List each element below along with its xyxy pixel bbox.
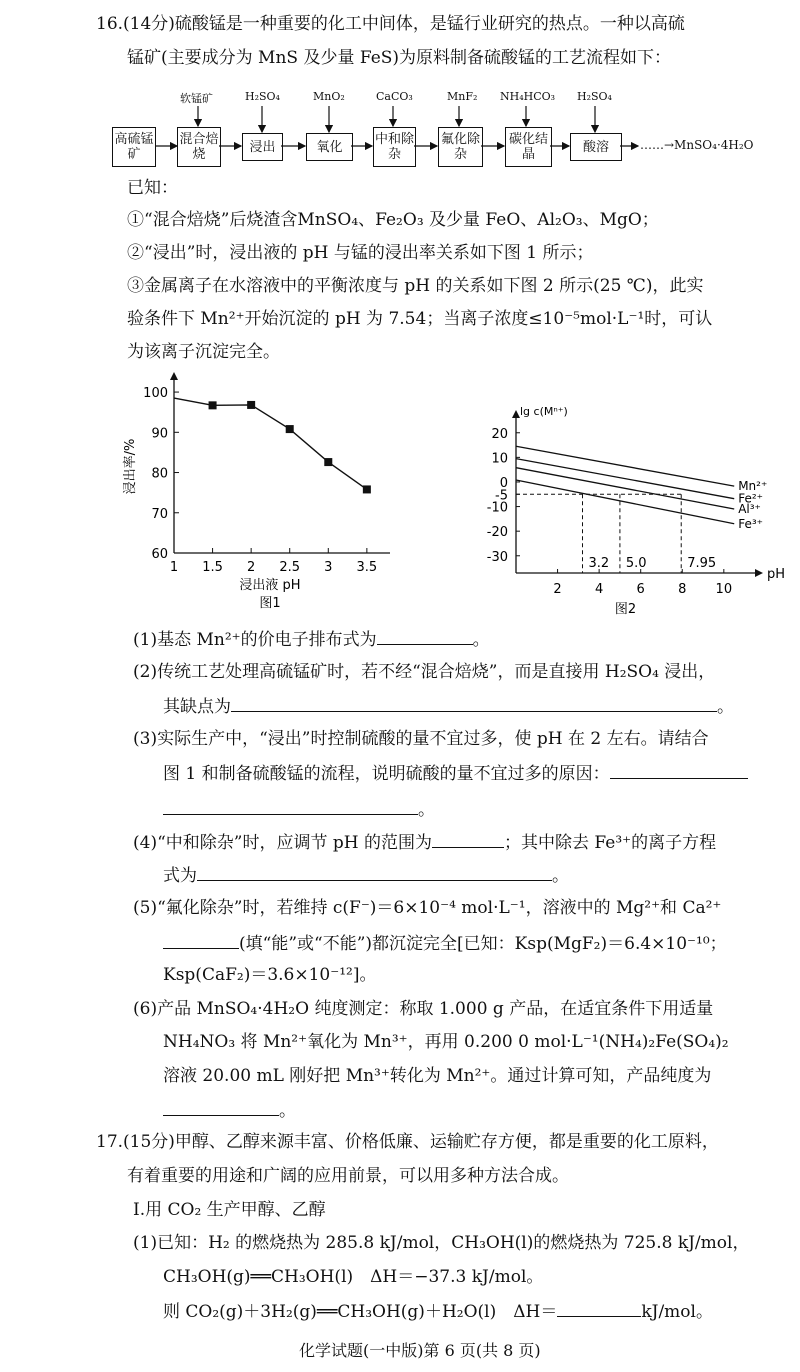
series-line — [516, 446, 734, 486]
known-heading: 已知： — [127, 178, 178, 198]
q16-sub4b-text: 式为 — [163, 866, 197, 886]
flow-input-5: MnF₂ — [447, 90, 478, 103]
q16-sub3b-text: 图 1 和制备硫酸锰的流程，说明硫酸的量不宜过多的原因： — [163, 764, 610, 784]
q16-sub1-end: 。 — [472, 630, 490, 650]
y-tick-label: -30 — [486, 549, 508, 565]
x-axis-label: 浸出液 pH — [239, 578, 301, 593]
y-tick-label: 0 — [499, 475, 508, 491]
q16-sub5b — [163, 930, 727, 956]
answer-blank-5[interactable] — [163, 930, 239, 949]
flow-box-leaching: 浸出 — [242, 133, 283, 161]
flow-box-fluorination: 氟化除杂 — [438, 127, 483, 167]
x-tick-label: 2.5 — [279, 560, 301, 575]
known-3a: ③金属离子在水溶液中的平衡浓度与 pH 的关系如下图 2 所示(25 ℃)，此实 — [127, 276, 704, 296]
known-3c: 为该离子沉淀完全。 — [127, 342, 280, 362]
flow-box-carbonation: 碳化结晶 — [505, 127, 552, 167]
y-axis-label: 浸出率/% — [123, 438, 138, 495]
q16-sub1 — [133, 626, 490, 652]
series-line — [516, 480, 734, 524]
data-point — [247, 401, 255, 409]
q16-sub2b — [163, 693, 734, 719]
answer-blank-2[interactable] — [231, 693, 717, 712]
q16-line-2: 锰矿(主要成分为 MnS 及少量 FeS)为原料制备硫酸锰的工艺流程如下： — [127, 48, 672, 68]
reference-label: 5.0 — [625, 556, 647, 571]
y-axis-arrow — [512, 410, 520, 418]
q16-sub4b-end: 。 — [552, 866, 569, 886]
y-axis-arrow — [170, 372, 178, 380]
q17-sub1a: (1)已知：H₂ 的燃烧热为 285.8 kJ/mol，CH₃OH(l)的燃烧热为 725.8 kJ/mol， — [133, 1233, 750, 1253]
series-label: Mn²⁺ — [738, 479, 768, 494]
y-axis-label: lg c(Mⁿ⁺) — [520, 405, 568, 418]
x-tick-label: 4 — [594, 582, 604, 597]
y-tick-label: 60 — [151, 547, 168, 562]
flow-input-3: MnO₂ — [313, 90, 345, 103]
process-flowchart — [0, 88, 800, 168]
series-line — [174, 398, 367, 489]
q16-sub3a: (3)实际生产中，“浸出”时控制硫酸的量不宜过多，使 pH 在 2 左右。请结合 — [133, 729, 709, 749]
y-tick-label: -20 — [486, 525, 508, 541]
y-tick-label: -5 — [495, 488, 508, 504]
reference-label: 7.95 — [687, 556, 717, 571]
series-label: Fe³⁺ — [738, 516, 763, 531]
q16-sub6b: NH₄NO₃ 将 Mn²⁺氧化为 Mn³⁺，再用 0.200 0 mol·L⁻¹(NH₄)₂Fe(SO₄)₂ — [163, 1032, 729, 1052]
q17-sub1b: CH₃OH(g)══CH₃OH(l) ΔH＝−37.3 kJ/mol。 — [163, 1267, 544, 1287]
answer-blank-6[interactable] — [163, 1097, 279, 1116]
q17-line-1: 17.(15分)甲醇、乙醇来源丰富、价格低廉、运输贮存方便，都是重要的化工原料， — [96, 1132, 719, 1152]
y-tick-label: -10 — [486, 500, 508, 516]
q16-sub4a-text2: ；其中除去 Fe³⁺的离子方程 — [503, 833, 717, 853]
flow-product: ……→MnSO₄·4H₂O — [640, 138, 754, 152]
y-tick-label: 10 — [491, 451, 508, 467]
y-tick-label: 70 — [151, 506, 168, 522]
x-tick-label: 2 — [247, 560, 256, 575]
x-tick-label: 10 — [715, 582, 733, 597]
answer-blank-3a[interactable] — [610, 760, 748, 779]
data-point — [209, 401, 217, 409]
x-tick-label: 2 — [553, 582, 562, 597]
flow-box-oxidation: 氧化 — [306, 133, 353, 161]
x-axis-arrow — [755, 569, 763, 577]
q16-sub2b-end: 。 — [717, 697, 734, 717]
figure-caption: 图2 — [614, 602, 637, 617]
figure-2-chart — [470, 368, 790, 618]
q16-sub3c-end: 。 — [418, 800, 435, 820]
q16-sub3c — [163, 796, 435, 822]
y-tick-label: 80 — [151, 466, 168, 482]
q16-sub6c: 溶液 20.00 mL 刚好把 Mn³⁺转化为 Mn²⁺。通过计算可知，产品纯度为 — [163, 1066, 712, 1086]
flow-input-4: CaCO₃ — [376, 90, 413, 103]
known-1: ①“混合焙烧”后烧渣含MnSO₄、Fe₂O₃ 及少量 FeO、Al₂O₃、MgO； — [127, 210, 659, 230]
page-footer: 化学试题(一中版)第 6 页(共 8 页) — [299, 1341, 541, 1360]
x-tick-label: 1.5 — [202, 560, 223, 575]
data-point — [363, 485, 371, 493]
q16-line-1: 16.(14分)硫酸锰是一种重要的化工中间体，是锰行业研究的热点。一种以高硫 — [96, 14, 685, 34]
flow-box-neutralization: 中和除杂 — [373, 127, 416, 167]
answer-blank-3b[interactable] — [163, 796, 418, 815]
flow-input-1: 软锰矿 — [180, 92, 213, 105]
y-tick-label: 90 — [151, 426, 168, 442]
x-axis-label: pH — [767, 567, 786, 582]
x-tick-label: 3 — [324, 560, 333, 575]
q16-sub3b — [163, 760, 748, 786]
flow-box-acid-dissolve: 酸溶 — [570, 133, 622, 161]
x-tick-label: 6 — [636, 582, 645, 597]
q16-sub2b-text: 其缺点为 — [163, 697, 231, 717]
flow-input-6: NH₄HCO₃ — [500, 90, 556, 103]
q16-sub6d-end: 。 — [279, 1101, 296, 1121]
figure-1-chart — [120, 368, 400, 618]
flow-input-7: H₂SO₄ — [577, 90, 612, 103]
q16-sub6d — [163, 1097, 296, 1123]
data-point — [324, 458, 332, 466]
y-tick-label: 100 — [143, 386, 168, 402]
known-2: ②“浸出”时，浸出液的 pH 与锰的浸出率关系如下图 1 所示； — [127, 243, 594, 263]
q16-sub4a — [133, 829, 716, 855]
flow-box-ore: 高硫锰矿 — [112, 127, 156, 167]
q17-sub1c-unit: kJ/mol。 — [641, 1302, 713, 1322]
q16-sub5b-text: (填“能”或“不能”)都沉淀完全[已知：Ksp(MgF₂)＝6.4×10⁻¹⁰； — [239, 934, 727, 954]
q16-sub2a: (2)传统工艺处理高硫锰矿时，若不经“混合焙烧”，而是直接用 H₂SO₄ 浸出， — [133, 662, 716, 682]
q16-sub4a-text: (4)“中和除杂”时，应调节 pH 的范围为 — [133, 833, 432, 853]
q16-sub1-text: (1)基态 Mn²⁺的价电子排布式为 — [133, 630, 377, 650]
answer-blank-4a[interactable] — [432, 829, 504, 848]
q17-part-1-heading: Ⅰ.用 CO₂ 生产甲醇、乙醇 — [133, 1200, 326, 1220]
x-tick-label: 1 — [169, 560, 179, 575]
answer-blank-1[interactable] — [377, 626, 473, 645]
reference-label: 3.2 — [588, 556, 610, 571]
answer-blank-4b[interactable] — [197, 862, 552, 881]
q17-line-2: 有着重要的用途和广阔的应用前景，可以用多种方法合成。 — [127, 1166, 569, 1186]
x-tick-label: 8 — [678, 582, 687, 597]
q17-sub1c — [163, 1298, 713, 1324]
q16-sub4b — [163, 862, 569, 888]
q16-sub5a: (5)“氟化除杂”时，若维持 c(F⁻)＝6×10⁻⁴ mol·L⁻¹，溶液中的 Mg²⁺和 Ca²⁺ — [133, 898, 722, 918]
series-label: Fe²⁺ — [738, 491, 763, 506]
y-tick-label: 20 — [491, 426, 508, 442]
series-label: Al³⁺ — [738, 502, 761, 517]
answer-blank-17-1[interactable] — [557, 1298, 641, 1317]
flow-input-2: H₂SO₄ — [245, 90, 280, 103]
q16-sub5c: Ksp(CaF₂)＝3.6×10⁻¹²]。 — [163, 965, 377, 985]
known-3b: 验条件下 Mn²⁺开始沉淀的 pH 为 7.54；当离子浓度≤10⁻⁵mol·L⁻¹时，可认 — [127, 309, 713, 329]
x-tick-label: 3.5 — [356, 560, 378, 575]
flow-box-roasting: 混合焙烧 — [177, 127, 221, 167]
q17-sub1c-text: 则 CO₂(g)＋3H₂(g)══CH₃OH(g)＋H₂O(l) ΔH＝ — [163, 1302, 558, 1322]
series-line — [516, 468, 734, 509]
q16-sub6a: (6)产品 MnSO₄·4H₂O 纯度测定：称取 1.000 g 产品，在适宜条件下用适量 — [133, 999, 714, 1019]
data-point — [286, 425, 294, 433]
series-line — [516, 459, 734, 499]
figure-caption: 图1 — [259, 596, 281, 611]
